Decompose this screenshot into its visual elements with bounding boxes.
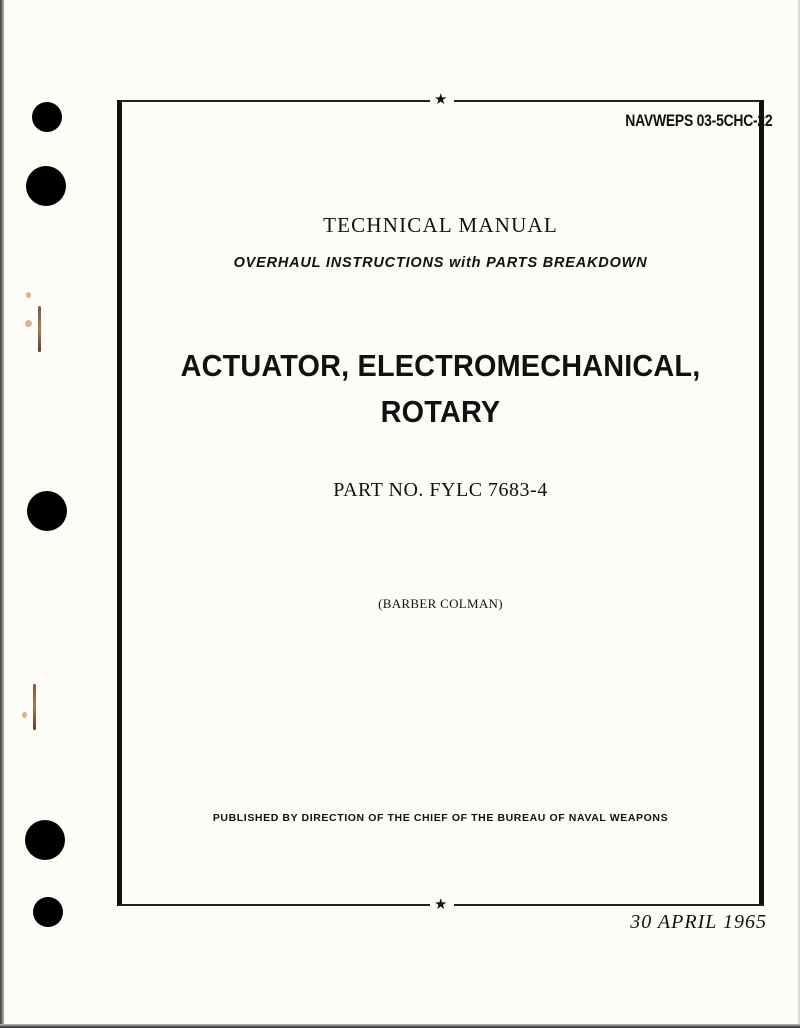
frame-top-rule-right xyxy=(454,100,764,102)
document-subtitle: OVERHAUL INSTRUCTIONS with PARTS BREAKDOWN xyxy=(233,255,648,271)
staple-mark-upper xyxy=(38,306,41,352)
binder-hole-4 xyxy=(25,820,65,860)
stain-spot xyxy=(25,320,32,327)
publication-date: 30 APRIL 1965 xyxy=(630,911,767,933)
stain-spot xyxy=(22,712,27,718)
document-number: NAVWEPS 03-5CHC-22 xyxy=(624,111,772,130)
page-edge-left xyxy=(0,0,4,1028)
frame-bottom-rule-left xyxy=(119,904,430,906)
manufacturer: (BARBER COLMAN) xyxy=(378,596,503,611)
star-ornament-bottom-icon: ★ xyxy=(434,895,448,913)
title-line-2: ROTARY xyxy=(380,394,501,429)
document-title xyxy=(140,343,742,435)
page-edge-bottom xyxy=(0,1024,800,1028)
binder-hole-2 xyxy=(26,166,66,206)
frame-bottom-rule-right xyxy=(454,904,764,906)
binder-hole-5 xyxy=(33,897,63,927)
star-ornament-top-icon: ★ xyxy=(434,90,448,108)
staple-mark-lower xyxy=(33,684,36,730)
document-heading: TECHNICAL MANUAL xyxy=(323,213,558,237)
binder-hole-3 xyxy=(27,491,67,531)
stain-spot xyxy=(26,292,31,298)
part-number: PART NO. FYLC 7683-4 xyxy=(333,479,548,501)
frame-top-rule-left xyxy=(119,100,430,102)
title-line-1: ACTUATOR, ELECTROMECHANICAL, xyxy=(180,348,701,383)
publisher-statement: PUBLISHED BY DIRECTION OF THE CHIEF OF THE BUREAU OF NAVAL WEAPONS xyxy=(212,812,669,824)
binder-hole-1 xyxy=(32,102,62,132)
